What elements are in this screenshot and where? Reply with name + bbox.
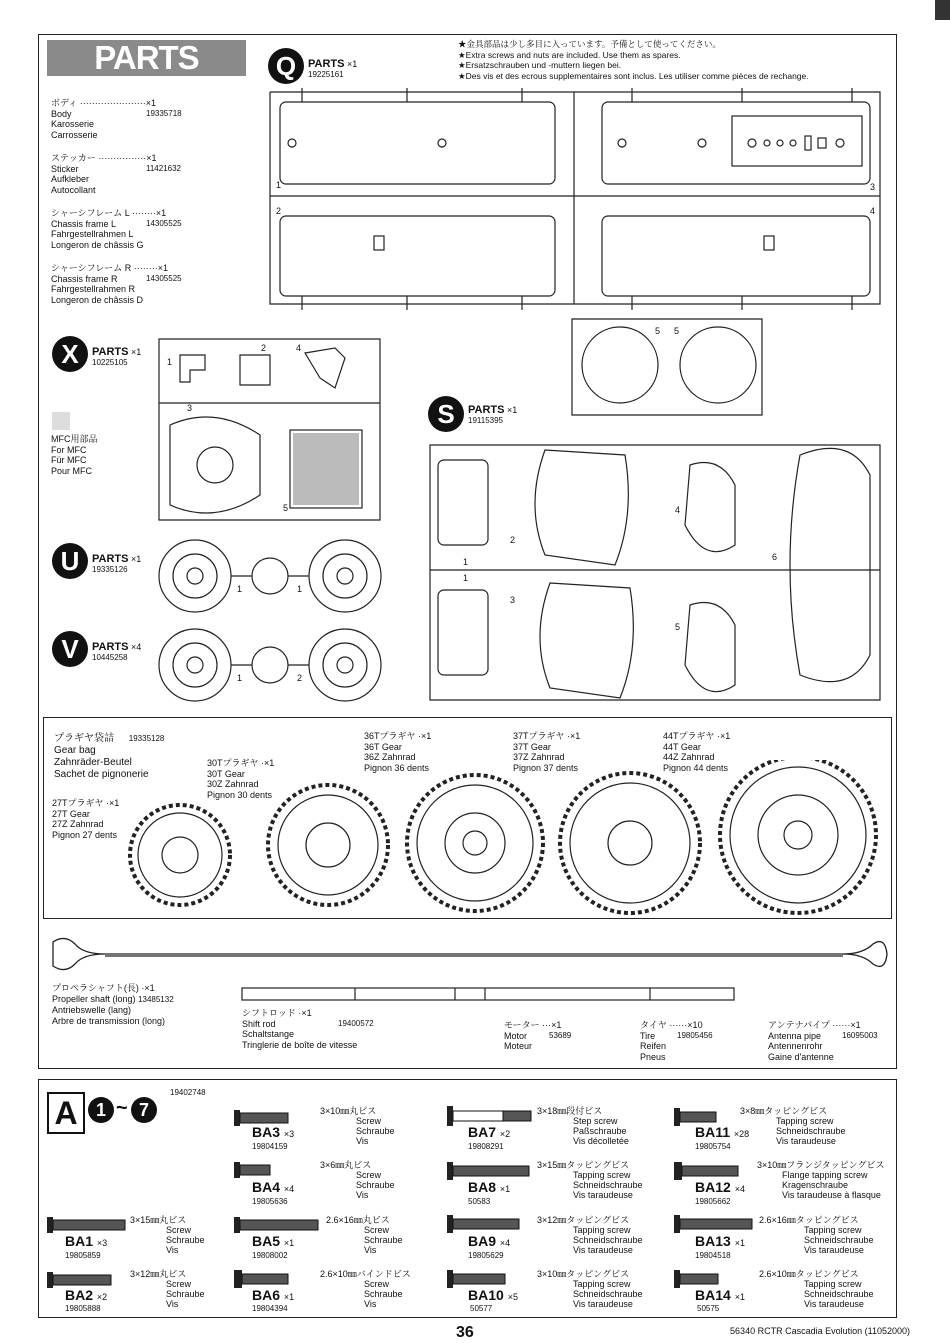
tree-s-drawing xyxy=(420,315,890,710)
tree-v-num-2: 2 xyxy=(297,673,303,683)
tree-s-num-3: 3 xyxy=(510,595,516,605)
gear-36t-label: 36Tプラギヤ ·×1 36T Gear 36Z Zahnrad Pignon 36 dents xyxy=(364,731,432,773)
tree-q-label: PARTS ×1 19225161 xyxy=(308,58,358,79)
spares-notice: ★金具部品は少し多目に入っています。予備として使ってください。 ★Extra screws and nuts are included. Use them as spares. ★Ersatzschrauben und -muttern liegen bei. ★Des vis et des ecrous supplementaires sont inclus. Les utiliser comme pièces de rechange. xyxy=(458,39,809,81)
gear-44t-label: 44Tプラギヤ ·×1 44T Gear 44Z Zahnrad Pignon 44 dents xyxy=(663,731,731,773)
bag-a-step-to: 7 xyxy=(131,1097,157,1123)
tree-s-num-5c: 5 xyxy=(675,622,681,632)
tree-s-num-5b: 5 xyxy=(674,326,680,336)
tree-x-num-1: 1 xyxy=(167,357,173,367)
tree-x-num-5: 5 xyxy=(283,503,289,513)
tree-x-label: PARTS ×1 10225105 xyxy=(92,346,142,367)
tree-q-num-3: 3 xyxy=(870,182,876,192)
motor-label: モーター ···×1 Motor 53689 Moteur xyxy=(504,1020,572,1051)
bag-a-letter: A xyxy=(47,1092,85,1134)
bag-a-step-from: 1 xyxy=(88,1097,114,1123)
tree-v-drawing xyxy=(155,625,390,710)
shift-rod-drawing xyxy=(240,985,740,1005)
propeller-shaft-label: プロペラシャフト(長) ·×1 Propeller shaft (long) 13485132 Antriebswelle (lang) Arbre de transmission (long) xyxy=(52,983,174,1026)
tree-q-drawing xyxy=(262,88,887,313)
screw-ba4-drawing xyxy=(232,1160,272,1180)
tree-s-num-1a: 1 xyxy=(463,557,469,567)
gears-drawing xyxy=(120,760,890,915)
page-edge-mark xyxy=(935,0,950,20)
tree-s-badge: S xyxy=(428,396,464,432)
tree-q-num-4: 4 xyxy=(870,206,876,216)
antenna-label: アンテナパイプ ······×1 Antenna pipe 16095003 Antennenrohr Gaine d'antenne xyxy=(768,1020,878,1062)
tree-s-num-5a: 5 xyxy=(655,326,661,336)
bag-a-step-sep: ~ xyxy=(116,1097,128,1119)
gear-30t-label: 30Tプラギヤ ·×1 30T Gear 30Z Zahnrad Pignon 30 dents xyxy=(207,758,275,800)
gear-bag-label: プラギヤ袋詰 19335128 Gear bag Zahnräder-Beutel Sachet de pignonerie xyxy=(54,733,165,780)
tree-u-drawing xyxy=(155,536,390,621)
tree-q-badge: Q xyxy=(268,48,304,84)
tree-q-num-2: 2 xyxy=(276,206,282,216)
tree-q-num-1: 1 xyxy=(276,180,282,190)
tree-x-drawing xyxy=(155,335,385,525)
mfc-label: MFC用部品 For MFC Für MFC Pour MFC xyxy=(51,434,98,476)
tree-u-label: PARTS ×1 19335126 xyxy=(92,553,142,574)
tree-x-badge: X xyxy=(52,336,88,372)
propeller-shaft-drawing xyxy=(43,930,893,980)
footer-reference: 56340 RCTR Cascadia Evolution (11052000) xyxy=(730,1326,910,1336)
screw-ba1-drawing xyxy=(45,1215,129,1235)
tree-x-num-3: 3 xyxy=(187,403,193,413)
screw-ba13-drawing xyxy=(672,1213,758,1235)
screw-ba9-drawing xyxy=(445,1213,525,1235)
tree-v-label: PARTS ×4 10445258 xyxy=(92,641,142,662)
gear-27t-label: 27Tプラギヤ ·×1 27T Gear 27Z Zahnrad Pignon 27 dents xyxy=(52,798,120,840)
tree-s-num-4: 4 xyxy=(675,505,681,515)
tree-s-num-6: 6 xyxy=(772,552,778,562)
tire-label: タイヤ ······×10 Tire 19805456 Reifen Pneus xyxy=(640,1020,713,1062)
mfc-swatch xyxy=(52,412,70,430)
tree-s-num-1b: 1 xyxy=(463,573,469,583)
tree-u-badge: U xyxy=(52,543,88,579)
tree-x-num-4: 4 xyxy=(296,343,302,353)
tree-s-label: PARTS ×1 19115395 xyxy=(468,404,518,425)
page-number: 36 xyxy=(456,1324,474,1341)
tree-x-num-2: 2 xyxy=(261,343,267,353)
tree-u-num-1b: 1 xyxy=(297,584,303,594)
shift-rod-label: シフトロッド ·×1 Shift rod 19400572 Schaltstange Tringlerie de boîte de vitesse xyxy=(242,1008,374,1050)
screw-ba5-drawing xyxy=(232,1215,322,1235)
body-parts-list: ボディ ······················×1 Body 19335718 Karosserie Carrosserie ステッカー ················×1 Sticker 11421632 Aufkleber Autocollant シャーシフレーム L ········×1 Chassis frame L 14305525 Fahrgestellrahmen L Longeron de châssis G シャーシフレーム R ········×1 Chassis frame R 14305525 Fahrgestellrahmen R Longeron de châssis D xyxy=(51,98,182,305)
bag-a-code: 19402748 xyxy=(170,1088,206,1097)
tree-u-num-1a: 1 xyxy=(237,584,243,594)
tree-v-badge: V xyxy=(52,631,88,667)
page-title: PARTS xyxy=(47,40,246,76)
gear-37t-label: 37Tプラギヤ ·×1 37T Gear 37Z Zahnrad Pignon 37 dents xyxy=(513,731,581,773)
tree-s-num-2: 2 xyxy=(510,535,516,545)
tree-v-num-1: 1 xyxy=(237,673,243,683)
